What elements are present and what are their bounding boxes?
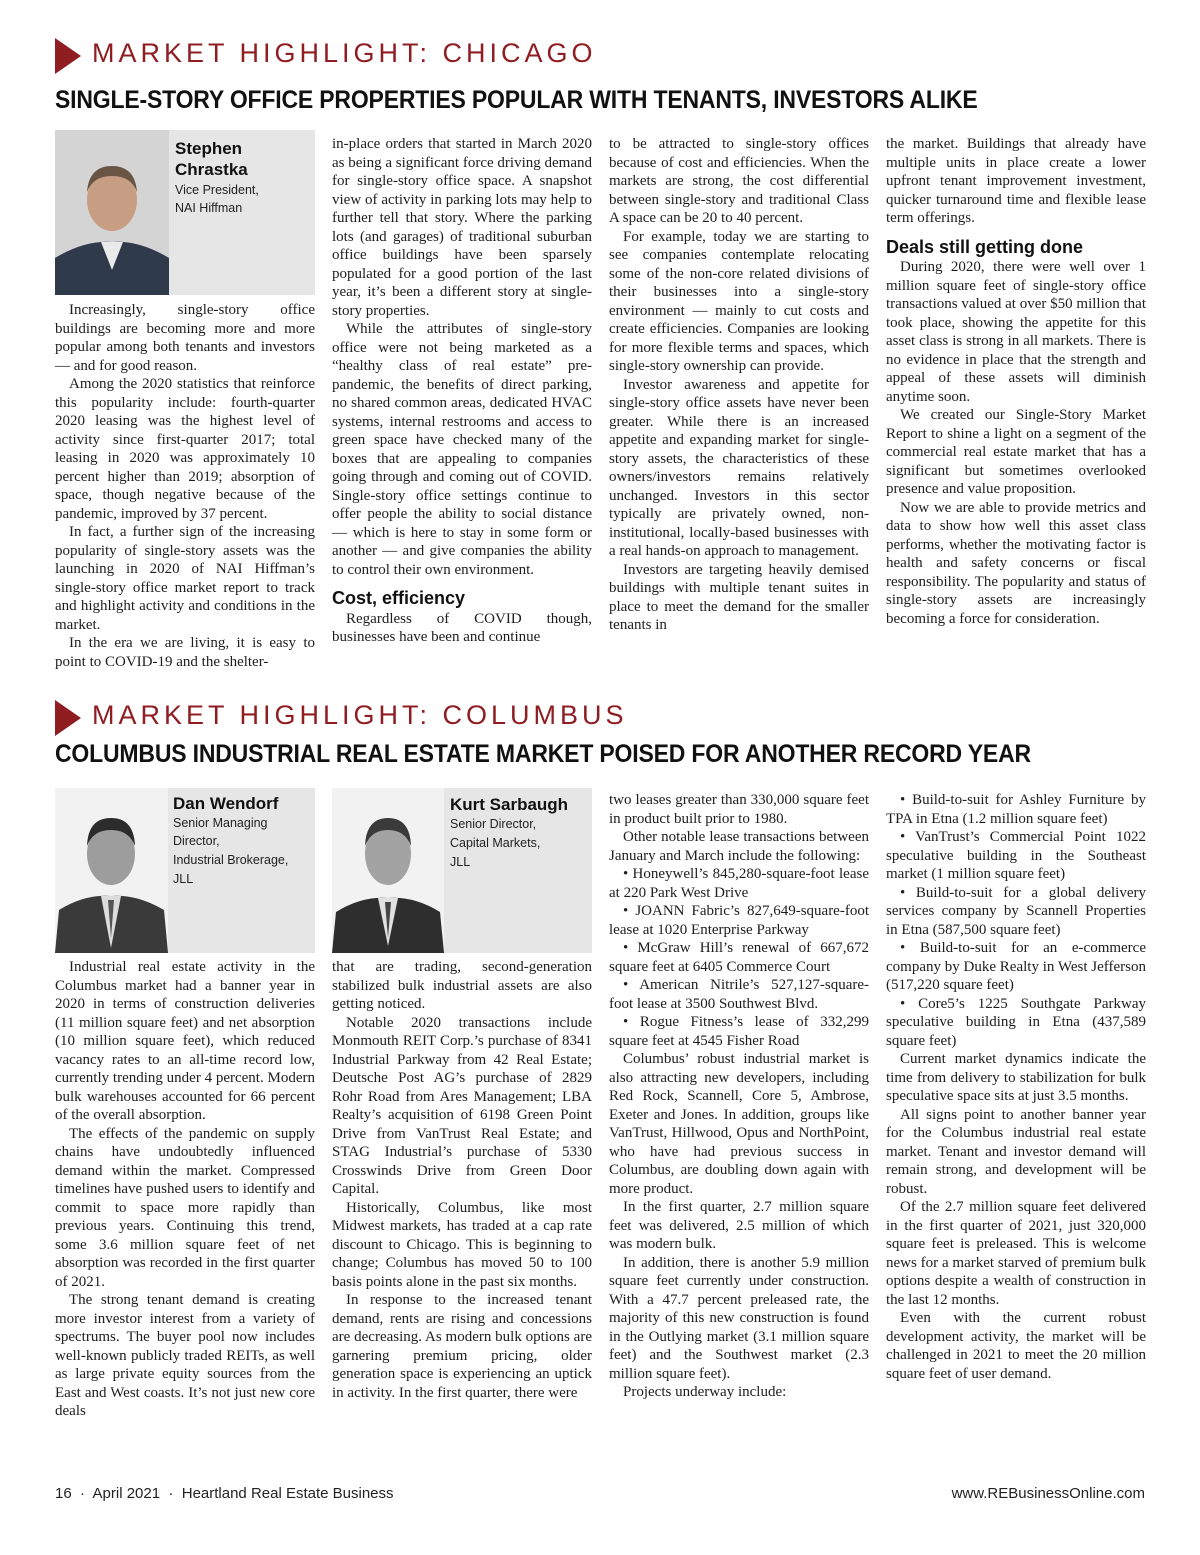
author-name: Kurt Sarbaugh <box>450 795 569 814</box>
paragraph: Historically, Columbus, like most Midwest markets, has traded at a cap rate discount to Chicago. This is beginning to change; Columbus has moved 50 to 100 basis points alone in the past six months. <box>332 1199 592 1290</box>
author-title: Senior Managing <box>173 816 268 830</box>
section-marker-icon <box>55 38 81 74</box>
paragraph: Current market dynamics indicate the time from delivery to stabilization for bulk speculative space sits at just 3.5 months. <box>886 1051 1146 1104</box>
headshot-icon <box>55 788 168 953</box>
article-headline: COLUMBUS INDUSTRIAL REAL ESTATE MARKET POISED FOR ANOTHER RECORD YEAR <box>55 740 1031 768</box>
paragraph: Projects underway include: <box>623 1384 787 1400</box>
paragraph: All signs point to another banner year for the Columbus industrial real estate market. Tenant and investor demand will remain strong, and development will be robust. <box>886 1106 1146 1197</box>
author-title: Senior Director, <box>450 817 537 831</box>
paragraph: Even with the current robust development activity, the market will be challenged in 2021 to meet the 20 million square feet of user demand. <box>886 1310 1146 1382</box>
section-marker-icon <box>55 700 81 736</box>
paragraph: Industrial real estate activity in the Columbus market had a banner year in 2020 in terms of construction deliveries (11 million square feet) and net absorption (10 million square feet), which reduced vacancy rates to an all-time record low, currently trending under 4 percent. Modern bulk warehouses accounted for 66 percent of the overall absorption. <box>55 959 315 1123</box>
list-item: • Honeywell’s 845,280-square-foot lease at 220 Park West Drive <box>609 866 869 901</box>
section-kicker: MARKET HIGHLIGHT: COLUMBUS <box>92 700 628 730</box>
subheading: Deals still getting done <box>886 236 1084 257</box>
paragraph: Other notable lease transactions between January and March include the following: <box>609 829 869 864</box>
paragraph: the market. Buildings that already have multiple units in place create a lower upfront tenant improvement investment, quicker turnaround time and flexible lease term offerings. <box>886 136 1146 226</box>
author-title: Capital Markets, <box>450 836 541 850</box>
paragraph: In fact, a further sign of the increasing popularity of single-story assets was the launching in 2020 of NAI Hiffman’s single-story office market report to track and highlight activity and conditions in the market. <box>55 524 315 633</box>
paragraph: Increasingly, single-story office buildings are becoming more and more popular among both tenants and investors — and for good reason. <box>55 302 315 374</box>
paragraph: The effects of the pandemic on supply chains have undoubtedly influenced demand within the market. Compressed timelines have pushed users to identify and commit to space more rapidly than previous years. Continuing this trend, some 3.6 million square feet of net absorption was recorded in the first quarter of 2021. <box>55 1125 315 1290</box>
list-item: • Build-to-suit for Ashley Furniture by TPA in Etna (1.2 million square feet) <box>886 792 1146 827</box>
author-title: Industrial Brokerage, <box>173 853 289 867</box>
author-profile <box>55 130 315 295</box>
section-kicker: MARKET HIGHLIGHT: CHICAGO <box>92 38 597 68</box>
paragraph: Investor awareness and appetite for single-story office assets have never been greater. While there is an increased appetite and expanding market for single-story assets, the characteristics of these owners/investors remains relatively unchanged. Investors in this sector typically are privately owned, non-institutional, locally-based businesses with a real hands-on approach to management. <box>609 376 869 559</box>
article-column-2 <box>332 135 592 647</box>
paragraph: We created our Single-Story Market Report to shine a light on a segment of the commercial real estate market that has a significant but sometimes overlooked presence and value proposition. <box>886 407 1146 497</box>
list-item: • Build-to-suit for a global delivery services company by Scannell Properties in Etna (587,500 square feet) <box>886 884 1146 938</box>
paragraph: While the attributes of single-story office were not being marketed as a “healthy class of real estate” pre-pandemic, the benefits of direct parking, no shared common areas, dedicated HVAC systems, internal restrooms and access to green space have checked many of the boxes that are appealing to companies going through and coming out of COVID. Single-story office settings continue to offer people the ability to social distance — which is here to stay in some form or another — and give companies the ability to control their own environment. <box>332 321 592 578</box>
article-column-2 <box>332 958 592 1402</box>
author-photo <box>332 788 444 953</box>
article-headline: SINGLE-STORY OFFICE PROPERTIES POPULAR WITH TENANTS, INVESTORS ALIKE <box>55 86 978 114</box>
headshot-icon <box>55 130 169 295</box>
author-title: Director, <box>173 834 220 848</box>
list-item: • McGraw Hill’s renewal of 667,672 square feet at 6405 Commerce Court <box>609 940 869 975</box>
paragraph: Among the 2020 statistics that reinforce this popularity include: fourth-quarter 2020 leasing was the highest level of activity since first-quarter 2017; total leasing in 2020 was approximately 10 percent higher than 2019; absorption of space, though negative because of the pandemic, improved by 37 percent. <box>55 376 315 522</box>
author-name-2: Chrastka <box>175 160 248 179</box>
paragraph: During 2020, there were well over 1 million square feet of single-story office transactions valued at over $50 million that took place, showing the appetite for this asset class is strong in all markets. There is no evidence in place that the strength and appeal of these assets will diminish anytime soon. <box>886 259 1146 405</box>
paragraph: Columbus’ robust industrial market is also attracting new developers, including Red Rock, Scannell, Core 5, Ambrose, Exeter and Jones. In addition, groups like VanTrust, Hillwood, Opus and NorthPoint, who have had previous success in Columbus, are doubling down again with more product. <box>609 1051 869 1197</box>
author-company: JLL <box>173 872 194 886</box>
author-name: Dan Wendorf <box>173 794 279 813</box>
subheading: Cost, efficiency <box>332 588 466 608</box>
author-profile <box>55 788 315 953</box>
paragraph: Now we are able to provide metrics and data to show how well this asset class performs, whether the motivating factor is health and safety concerns or fiscal responsibility. The popularity and status of single-story assets are increasingly becoming a force for consideration. <box>886 499 1146 627</box>
paragraph: For example, today we are starting to see companies contemplate relocating some of the non-core related divisions of their businesses into a single-story environment — mainly to cut costs and create efficiencies. Companies are looking for more flexible terms and spaces, which single-story ownership can provide. <box>609 228 869 374</box>
author-photo <box>55 788 168 953</box>
paragraph: Regardless of COVID though, businesses have been and continue <box>332 610 592 645</box>
paragraph: Of the 2.7 million square feet delivered in the first quarter of 2021, just 320,000 square feet is preleased. This is welcome news for a market starved of premium bulk options despite a wealth of construction in the last 12 months. <box>886 1199 1146 1308</box>
author-photo <box>55 130 169 295</box>
list-item: • Rogue Fitness’s lease of 332,299 square feet at 4545 Fisher Road <box>609 1014 869 1049</box>
paragraph: that are trading, second-generation stabilized bulk industrial assets are also getting noticed. <box>332 959 592 1012</box>
paragraph: In the era we are living, it is easy to point to COVID-19 and the shelter- <box>55 635 315 670</box>
page-footer-website: www.REBusinessOnline.com <box>951 1485 1145 1502</box>
list-item: • American Nitrile’s 527,127-square-foot lease at 3500 Southwest Blvd. <box>609 977 869 1012</box>
paragraph: to be attracted to single-story offices because of cost and efficiencies. When the markets are strong, the cost differential between single-story and traditional Class A space can be 20 to 40 percent. <box>609 136 869 226</box>
article-column-4 <box>886 791 1146 1383</box>
author-company: NAI Hiffman <box>175 201 243 215</box>
article-column-3 <box>609 791 869 1402</box>
paragraph: The strong tenant demand is creating more investor interest from a variety of spectrums. The buyer pool now includes well-known publicly traded REITs, as well as large private equity sources from the East and West coasts. It’s not just new core deals <box>55 1292 315 1419</box>
author-company: JLL <box>450 855 471 869</box>
author-profile <box>332 788 592 953</box>
article-column-1 <box>55 958 315 1421</box>
list-item: • VanTrust’s Commercial Point 1022 speculative building in the Southeast market (1 million square feet) <box>886 829 1146 882</box>
paragraph: in-place orders that started in March 2020 as being a significant force driving demand for single-story office space. A snapshot view of activity in parking lots may help to further tell that story. Where the parking lots (and garages) of traditional suburban office buildings have been sparsely populated for a good portion of the last year, it’s been a different story at single-story properties. <box>332 136 592 319</box>
page-footer-folio: 16 · April 2021 · Heartland Real Estate Business <box>55 1485 394 1502</box>
paragraph: two leases greater than 330,000 square feet in product built prior to 1980. <box>609 792 869 827</box>
article-column-4 <box>886 135 1146 628</box>
paragraph: In response to the increased tenant demand, rents are rising and concessions are decreasing. As modern bulk options are garnering premium pricing, older generation space is experiencing an uptick in activity. In the first quarter, there were <box>332 1292 592 1401</box>
author-title: Vice President, <box>175 183 259 197</box>
list-item: • Core5’s 1225 Southgate Parkway speculative building in Etna (437,589 square feet) <box>886 995 1146 1049</box>
list-item: • Build-to-suit for an e-commerce company by Duke Realty in West Jefferson (517,220 square feet) <box>886 940 1146 993</box>
paragraph: Notable 2020 transactions include Monmouth REIT Corp.’s purchase of 8341 Industrial Parkway from 42 Real Estate; Deutsche Post AG’s purchase of 2829 Rohr Road from Ares Management; LBA Realty’s acquisition of 6198 Green Point Drive from VanTrust Real Estate; and STAG Industrial’s purchase of 5330 Crosswinds Drive from Green Door Capital. <box>332 1014 592 1197</box>
headshot-icon <box>332 788 444 953</box>
paragraph: In addition, there is another 5.9 million square feet currently under construction. With a 47.7 percent preleased rate, the majority of this new construction is found in the Outlying market (3.1 million square feet) and the Southwest market (2.3 million square feet). <box>609 1254 869 1382</box>
article-column-3 <box>609 135 869 635</box>
paragraph: Investors are targeting heavily demised buildings with multiple tenant suites in place to meet the demand for the smaller tenants in <box>609 561 869 633</box>
paragraph: In the first quarter, 2.7 million square feet was delivered, 2.5 million of which was modern bulk. <box>609 1199 869 1252</box>
article-column-1 <box>55 301 315 671</box>
author-name: Stephen <box>175 139 243 158</box>
list-item: • JOANN Fabric’s 827,649-square-foot lease at 1020 Enterprise Parkway <box>609 903 869 938</box>
